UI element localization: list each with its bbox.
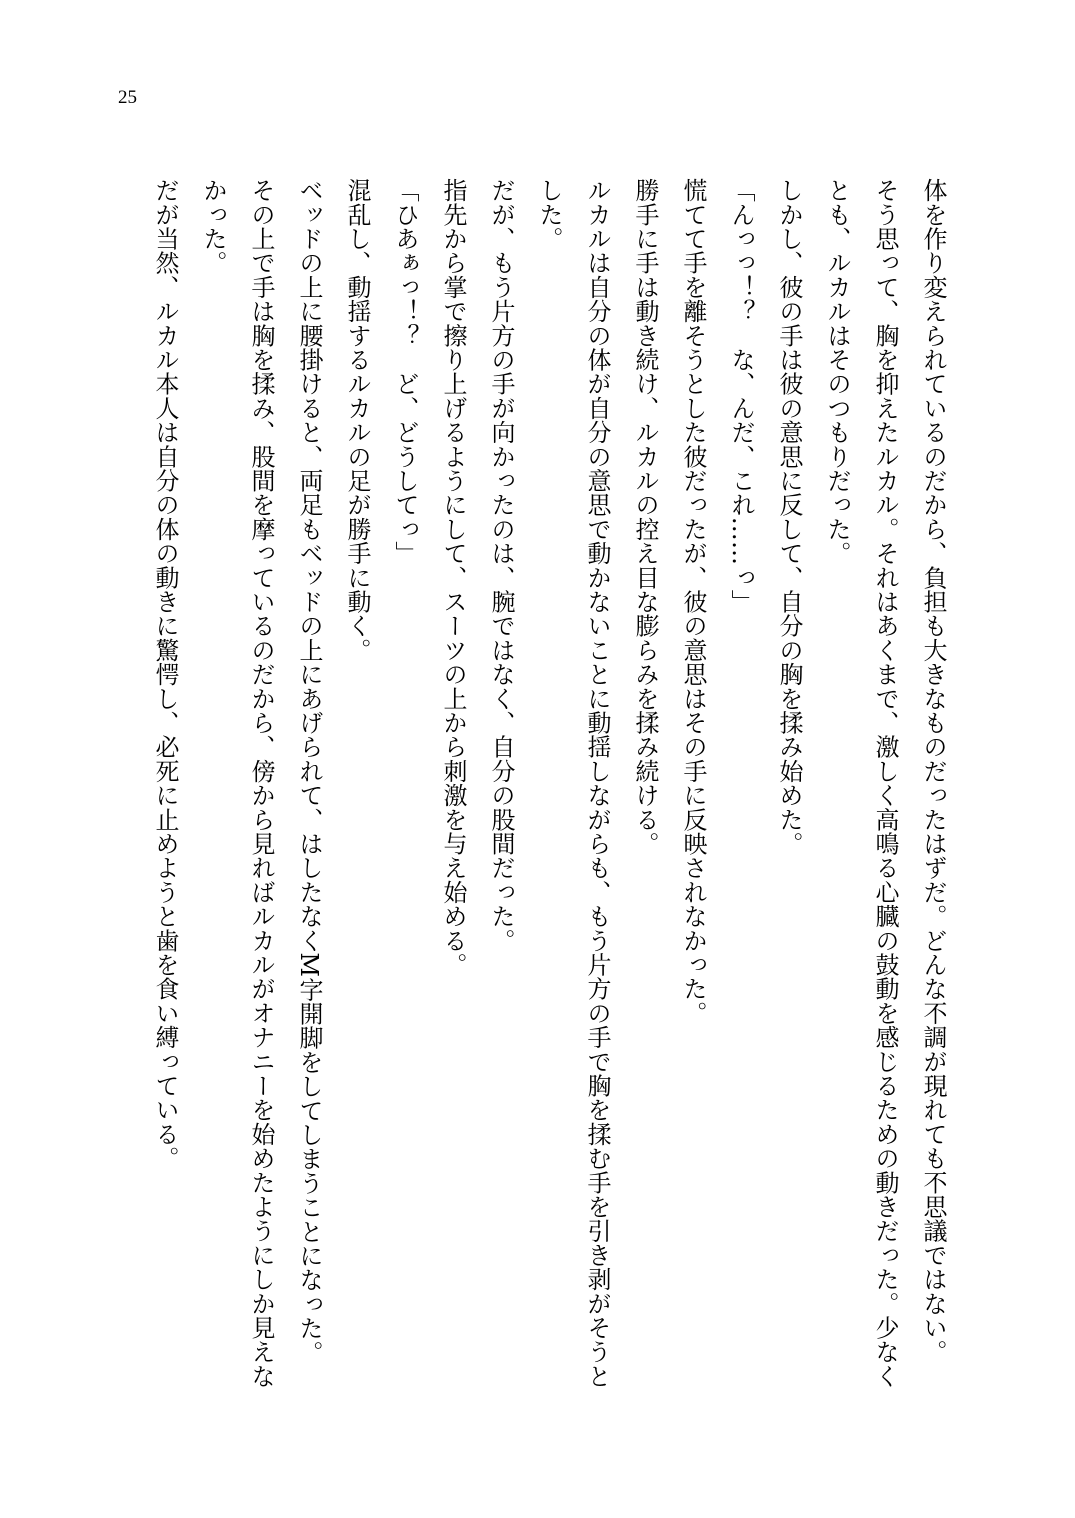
text-line: ベッドの上に腰掛けると、両足もベッドの上にあげられて、はしたなくM字開脚をしてしまうことになった。 <box>295 178 323 1365</box>
text-line: ルカルは自分の体が自分の意思で動かないことに動揺しながらも、もう片方の手で胸を揉む手を引き剥がそうと <box>583 178 611 1388</box>
text-line: 慌てて手を離そうとした彼だったが、彼の意思はその手に反映されなかった。 <box>679 178 707 1025</box>
text-line: 混乱し、動揺するルカルの足が勝手に動く。 <box>343 178 371 662</box>
text-line: かった。 <box>199 178 227 275</box>
text-line: 指先から掌で擦り上げるようにして、スーツの上から刺激を与え始める。 <box>439 178 467 977</box>
text-line: 「ひあぁっ！？ ど、どうしてっ」 <box>391 178 419 566</box>
text-line: とも、ルカルはそのつもりだった。 <box>823 178 851 566</box>
body-text <box>141 178 957 1388</box>
text-line: 体を作り変えられているのだから、負担も大きなものだったはずだ。どんな不調が現れても不思議ではない。 <box>919 178 947 1364</box>
text-line: した。 <box>535 178 563 251</box>
text-line: 勝手に手は動き続け、ルカルの控え目な膨らみを揉み続ける。 <box>631 178 659 856</box>
text-line: 「んっっ！？ な、んだ、これ……っ」 <box>727 178 755 614</box>
text-line: その上で手は胸を揉み、股間を摩っているのだから、傍から見ればルカルがオナニーを始めたようにしか見えな <box>247 178 275 1388</box>
text-line: だが当然、ルカル本人は自分の体の動きに驚愕し、必死に止めようと歯を食い縛っている。 <box>151 178 179 1171</box>
text-line: そう思って、胸を抑えたルカル。それはあくまで、激しく高鳴る心臓の鼓動を感じるための動きだった。少なく <box>871 178 899 1388</box>
text-line: だが、もう片方の手が向かったのは、腕ではなく、自分の股間だった。 <box>487 178 515 953</box>
text-line: しかし、彼の手は彼の意思に反して、自分の胸を揉み始めた。 <box>775 178 803 856</box>
page-number: 25 <box>118 87 137 108</box>
